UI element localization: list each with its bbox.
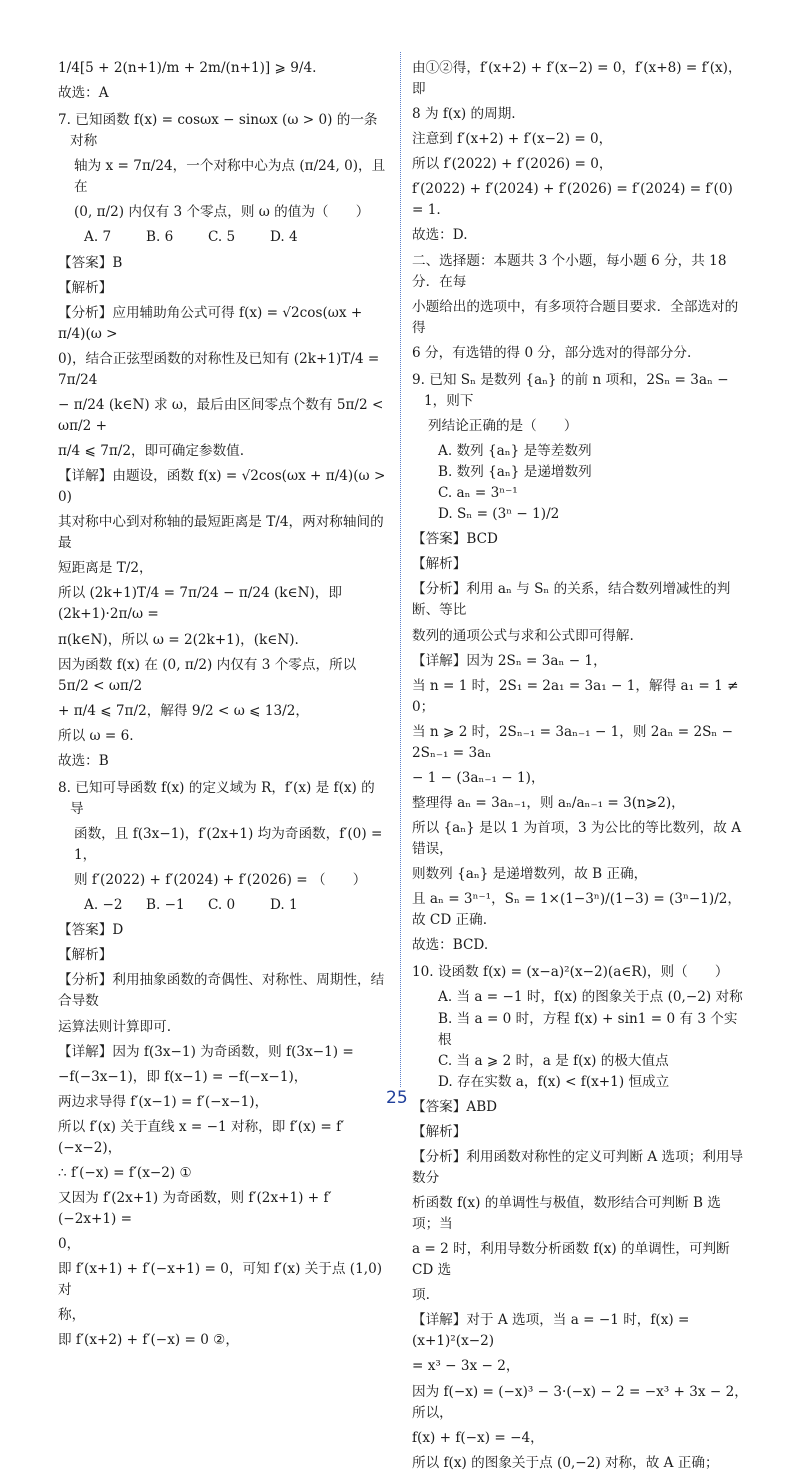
text-line: 两边求导得 f′(x−1) = f′(−x−1)， [58,1093,269,1110]
section-heading: 6 分，有选错的得 0 分，部分选对的得部分分. [412,344,692,361]
text-line: 称， [58,1307,86,1324]
answer-label: 【答案】BCD [412,531,498,548]
text-line: 【分析】应用辅助角公式可得 f(x) = √2cos(ωx + π/4)(ω > [58,304,363,342]
text-line: 则数列 {aₙ} 是递增数列，故 B 正确， [412,866,648,883]
option-a: A. 当 a = −1 时，f(x) 的图象关于点 (0,−2) 对称 [438,989,743,1006]
text-line: 当 n ⩾ 2 时，2Sₙ₋₁ = 3aₙ₋₁ − 1，则 2aₙ = 2Sₙ − 2Sₙ₋₁ = 3aₙ [412,723,734,761]
text-line: 1/4[5 + 2(n+1)/m + 2m/(n+1)] ⩾ 9/4. [58,60,317,76]
text-line: 0)，结合正弦型函数的对称性及已知有 (2k+1)T/4 = 7π/24 [58,350,380,388]
answer-label: 【答案】ABD [412,1098,498,1115]
analysis-label: 【解析】 [412,1123,467,1140]
question-7-line: 轴为 x = 7π/24，一个对称中心为点 (π/24, 0)，且在 [74,158,386,196]
text-line: f(x) + f(−x) = −4， [412,1429,544,1446]
text-line: 当 n = 1 时，2S₁ = 2a₁ = 3a₁ − 1，解得 a₁ = 1 ≠ 0； [412,677,739,715]
right-column [412,58,748,1478]
question-7-line: (0, π/2) 内仅有 3 个零点，则 ω 的值为（ ） [74,204,370,221]
text-line: = x³ − 3x − 2， [412,1358,520,1375]
option-b: B. 当 a = 0 时，方程 f(x) + sin1 = 0 有 3 个实根 [438,1010,738,1048]
question-9-line: 列结论正确的是（ ） [428,417,578,434]
section-heading: 二、选择题：本题共 3 个小题，每小题 6 分，共 18 分．在每 [412,252,727,290]
option-c: C. 0 [208,897,236,914]
text-line: 因为 f(−x) = (−x)³ − 3·(−x) − 2 = −x³ + 3x − 2，所以， [412,1383,748,1421]
text-line: 析函数 f(x) 的单调性与极值，数形结合可判断 B 选项；当 [412,1195,721,1233]
text-line: 【详解】因为 2Sₙ = 3aₙ − 1， [412,652,607,669]
question-10-options [412,987,748,1092]
text-line: π(k∈N)，所以 ω = 2(2k+1)，(k∈N). [58,631,299,648]
question-8-line: 函数，且 f(3x−1)，f′(2x+1) 均为奇函数，f′(0) = 1， [74,826,383,864]
text-line: π/4 ⩽ 7π/2，即可确定参数值. [58,443,245,459]
text-line: 即 f′(x+1) + f′(−x+1) = 0，可知 f′(x) 关于点 (1,0) 对 [58,1261,383,1299]
text-line: 故选：B [58,752,109,769]
text-line: 短距离是 T/2， [58,560,153,577]
text-line: 所以 f′(x) 关于直线 x = −1 对称，即 f′(x) = f′(−x−2)， [58,1118,345,1156]
analysis-label: 【解析】 [58,279,113,296]
text-line: 【分析】利用 aₙ 与 Sₙ 的关系，结合数列增减性的判断、等比 [412,581,731,619]
option-a: A. 数列 {aₙ} 是等差数列 [438,443,592,459]
option-d: D. 4 [270,229,298,246]
text-line: 所以 ω = 6. [58,727,134,744]
text-line: 【详解】对于 A 选项，当 a = −1 时，f(x) = (x+1)²(x−2) [412,1312,690,1350]
question-9-options [412,441,748,525]
option-b: B. −1 [146,897,185,914]
text-line: 项. [412,1287,430,1304]
text-line: 【分析】利用抽象函数的奇偶性、对称性、周期性，结合导数 [58,972,385,1010]
option-d: D. 存在实数 a，f(x) < f(x+1) 恒成立 [438,1073,670,1090]
column-divider [400,52,401,1087]
question-8-options [58,895,388,916]
text-line: 0， [58,1236,81,1253]
text-line: 数列的通项公式与求和公式即可得解. [412,627,634,644]
option-d: D. 1 [270,897,298,914]
text-line: 所以 f′(2022) + f′(2026) = 0， [412,156,613,173]
text-line: 运算法则计算即可. [58,1018,172,1035]
text-line: 故选：BCD. [412,937,489,954]
text-line: − 1 − (3aₙ₋₁ − 1)， [412,769,545,786]
text-line: ∴ f′(−x) = f′(x−2) ① [58,1164,192,1181]
text-line: −f(−3x−1)，即 f(x−1) = −f(−x−1)， [58,1068,308,1085]
option-a: A. 7 [84,229,112,246]
text-line: 其对称中心到对称轴的最短距离是 T/4，两对称轴间的最 [58,514,384,552]
question-7-options [58,227,388,248]
text-line: 故选：D. [412,227,468,244]
option-c: C. 当 a ⩾ 2 时，a 是 f(x) 的极大值点 [438,1052,669,1069]
text-line: + π/4 ⩽ 7π/2，解得 9/2 < ω ⩽ 13/2， [58,702,309,719]
question-8-line: 8. 已知可导函数 f(x) 的定义域为 R，f′(x) 是 f(x) 的导 [58,779,375,817]
text-line: 因为函数 f(x) 在 (0, π/2) 内仅有 3 个零点，所以 5π/2 < ωπ/2 [58,656,357,694]
text-line: 【详解】因为 f(3x−1) 为奇函数，则 f(3x−1) = [58,1043,354,1060]
question-9-line: 9. 已知 Sₙ 是数列 {aₙ} 的前 n 项和，2Sₙ = 3aₙ − 1，则下 [412,371,729,409]
page-number: 25 [386,1088,408,1108]
text-line: − π/24 (k∈N) 求 ω，最后由区间零点个数有 5π/2 < ωπ/2 + [58,396,384,434]
option-a: A. −2 [84,897,123,914]
option-d: D. Sₙ = (3ⁿ − 1)/2 [438,506,560,523]
section-heading: 小题给出的选项中，有多项符合题目要求．全部选对的得 [412,298,739,336]
text-line: 所以 {aₙ} 是以 1 为首项，3 为公比的等比数列，故 A 错误， [412,820,742,858]
text-line: 且 aₙ = 3ⁿ⁻¹，Sₙ = 1×(1−3ⁿ)/(1−3) = (3ⁿ−1)/2，故 CD 正确. [412,891,742,929]
text-line: 由①②得，f′(x+2) + f′(x−2) = 0，f′(x+8) = f′(x)，即 [412,60,742,98]
option-c: C. aₙ = 3ⁿ⁻¹ [438,485,518,502]
question-7-line: 7. 已知函数 f(x) = cosωx − sinωx (ω > 0) 的一条对称 [58,112,378,150]
option-b: B. 数列 {aₙ} 是递增数列 [438,464,592,481]
text-line: 8 为 f(x) 的周期. [412,106,516,123]
text-line: 所以 (2k+1)T/4 = 7π/24 − π/24 (k∈N)，即 (2k+1)·2π/ω = [58,585,342,623]
question-8-line: 则 f′(2022) + f′(2024) + f′(2026) = （ ） [74,872,367,889]
analysis-label: 【解析】 [412,556,467,573]
option-c: C. 5 [208,229,236,246]
text-line: 所以 f(x) 的图象关于点 (0,−2) 对称，故 A 正确； [412,1454,719,1471]
answer-label: 【答案】D [58,922,124,939]
text-line: 故选：A [58,85,109,102]
text-line: 注意到 f′(x+2) + f′(x−2) = 0， [412,131,613,148]
text-line: 即 f′(x+2) + f′(−x) = 0 ②， [58,1332,239,1349]
text-line: 整理得 aₙ = 3aₙ₋₁，则 aₙ/aₙ₋₁ = 3(n⩾2)， [412,794,685,811]
text-line: f′(2022) + f′(2024) + f′(2026) = f′(2024) = f′(0) = 1. [412,181,733,219]
left-column [58,58,388,1355]
text-line: 【详解】由题设，函数 f(x) = √2cos(ωx + π/4)(ω > 0) [58,468,386,506]
text-line: a = 2 时，利用导数分析函数 f(x) 的单调性，可判断 CD 选 [412,1241,730,1279]
analysis-label: 【解析】 [58,947,113,964]
option-b: B. 6 [146,229,174,246]
text-line: 又因为 f′(2x+1) 为奇函数，则 f′(2x+1) + f′(−2x+1) = [58,1189,332,1227]
text-line: 【分析】利用函数对称性的定义可判断 A 选项；利用导数分 [412,1148,744,1186]
answer-label: 【答案】B [58,254,123,271]
question-10-line: 10. 设函数 f(x) = (x−a)²(x−2)(a∈R)，则（ ） [412,964,729,981]
